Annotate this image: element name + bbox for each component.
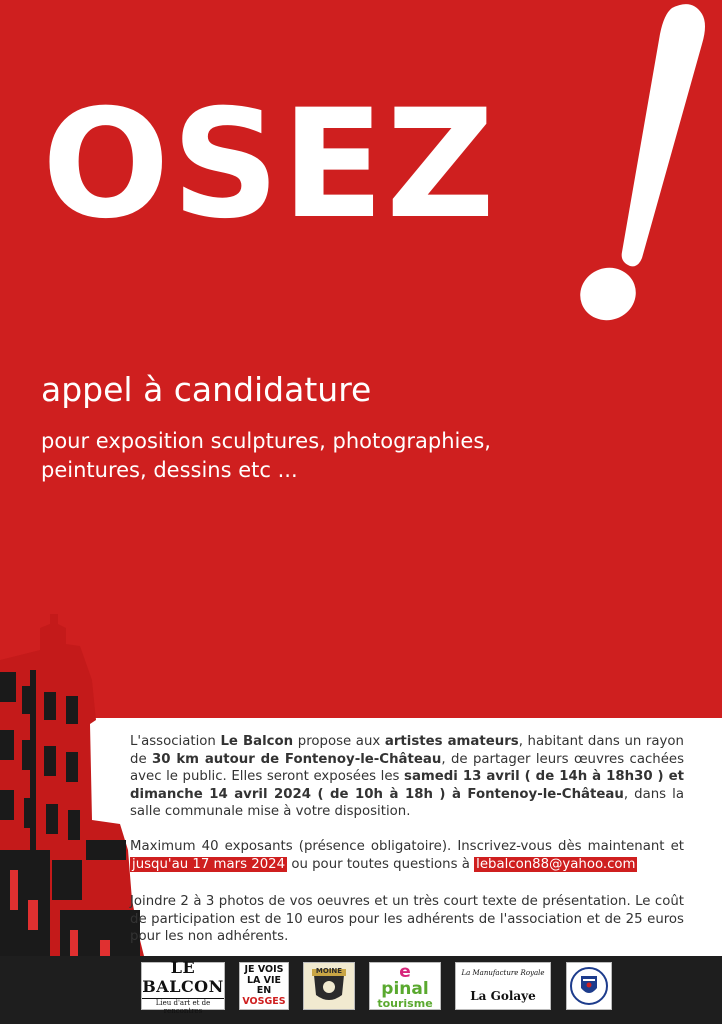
subtitle-line-1: pour exposition sculptures, photographies, (41, 429, 491, 453)
logo-epinal-name: pinal (381, 978, 429, 999)
subtitle-line-2: peintures, dessins etc ... (41, 458, 298, 482)
intro-text-d: , de partager leurs œuvres cachées avec le public. Elles seront exposées les (130, 751, 685, 784)
intro-text-e: , dans la salle communale mise à votre disposition. (130, 786, 684, 819)
logo-jevois-line-1: JE VOIS (244, 964, 284, 975)
dates-highlight: samedi 13 avril ( de 14h à 18h30 ) et dimanche 14 avril 2024 ( de 10h à 18h ) à Fontenoy-le-Château (130, 769, 684, 802)
radius-highlight: 30 km autour de Fontenoy-le-Château (152, 751, 442, 767)
registration-text-b: ou pour toutes questions à (291, 856, 470, 872)
logo-le-balcon-name: LE BALCON (142, 957, 224, 996)
logo-jevois-line-2: LA VIE EN (246, 974, 282, 996)
logo-epinal-tourisme: e pinal tourisme (369, 962, 441, 1010)
logo-moine (303, 962, 355, 1010)
intro-text-a: L'association (130, 734, 216, 749)
paragraph-registration (130, 838, 684, 873)
intro-text-b: propose aux (297, 734, 381, 749)
email-link[interactable]: lebalcon88@yahoo.com (476, 856, 636, 872)
artists-highlight: artistes amateurs (384, 734, 519, 749)
association-name: Le Balcon (220, 734, 294, 749)
logo-le-balcon-tagline: Lieu d'art et de rencontres (142, 998, 224, 1015)
logo-municipal-crest (566, 962, 612, 1010)
subtitle: appel à candidature (41, 370, 372, 409)
logo-manufacture-bottom: La Golaye (470, 989, 536, 1003)
registration-text-a: Maximum 40 exposants (présence obligatoire). Inscrivez-vous dès maintenant et (130, 839, 684, 854)
logo-la-manufacture-la-golaye (455, 962, 551, 1010)
municipal-crest-icon (569, 966, 609, 1006)
logo-je-vois-la-vie-en-vosges (239, 962, 289, 1010)
logo-jevois-line-3: VOSGES (242, 995, 286, 1007)
exclamation-mark-icon (560, 0, 722, 340)
intro-text-c: , habitant dans un rayon de (130, 734, 684, 767)
deadline-highlight: jusqu'au 17 mars 2024 (132, 856, 286, 872)
logo-moine-text: MOINE (315, 967, 343, 975)
logo-epinal-sub: tourisme (377, 996, 433, 1010)
logo-le-balcon (141, 957, 225, 1015)
paragraph-participation: Joindre 2 à 3 photos de vos oeuvres et un très court texte de présentation. Le coût de participation est de 10 euros pour les adhérents de l'association et de 25 euros pour les non adhérents. (130, 894, 684, 944)
footer-bar (0, 956, 722, 1024)
page-title: OSEZ (42, 78, 497, 252)
paragraph-intro (130, 733, 684, 821)
logo-manufacture-top: La Manufacture Royale (461, 969, 545, 977)
